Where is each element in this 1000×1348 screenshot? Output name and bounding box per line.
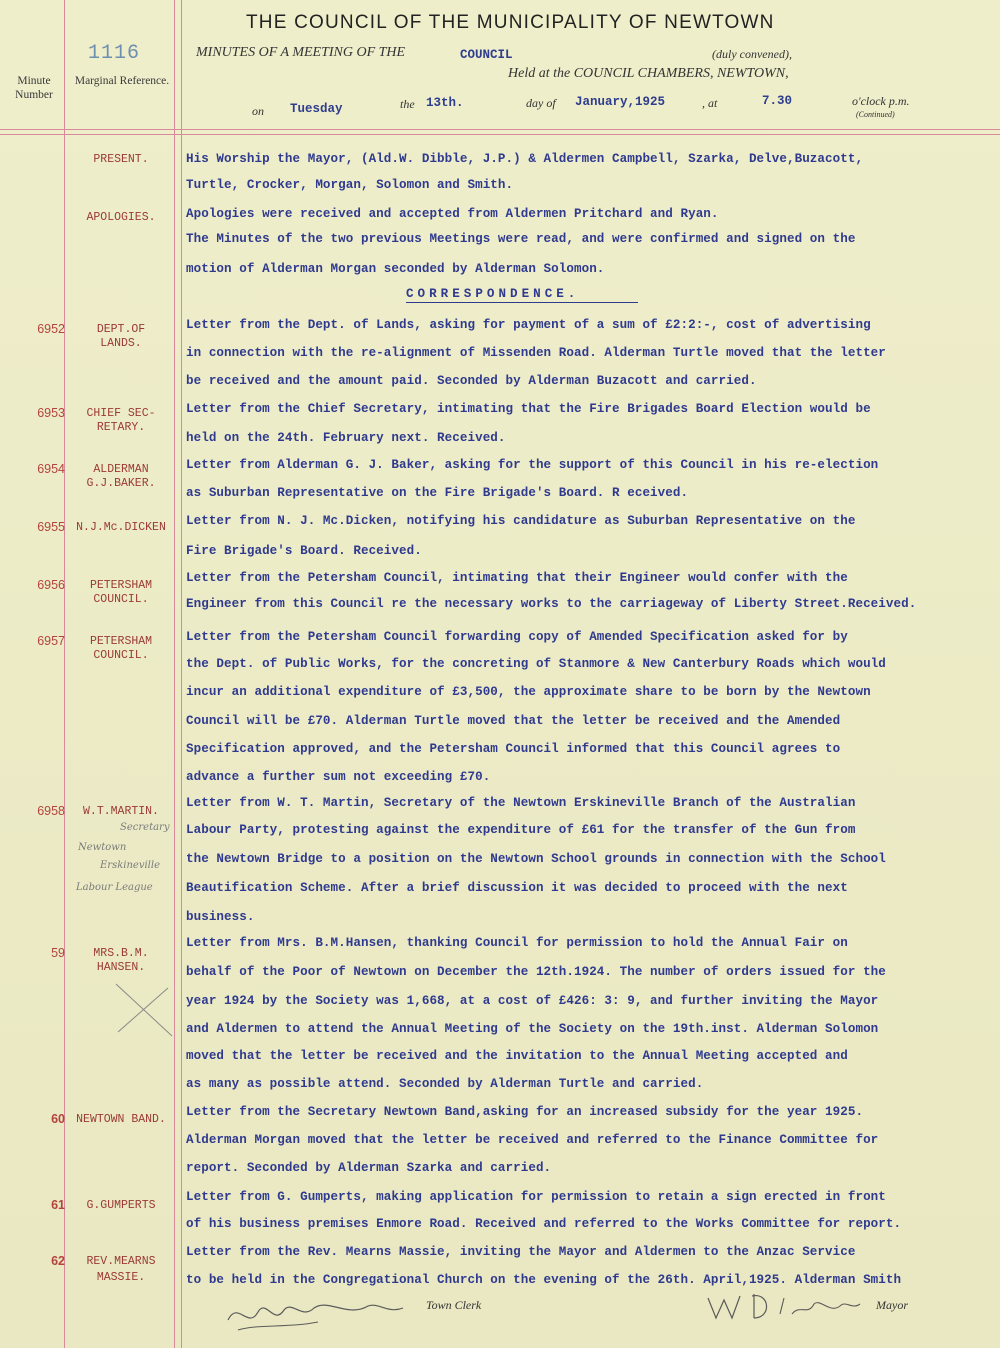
minutes-line: The Minutes of the two previous Meetings were read, and were confirmed and signed on the [186, 232, 856, 246]
entry-line: Engineer from this Council re the necessary works to the carriageway of Liberty Street.Received. [186, 597, 917, 611]
body-name: COUNCIL [460, 48, 513, 62]
minute-number: 62 [51, 1254, 65, 1268]
mayor-signature [700, 1284, 870, 1330]
entry-line: held on the 24th. February next. Received. [186, 431, 506, 445]
entry-line: Beautification Scheme. After a brief discussion it was decided to proceed with the next [186, 881, 848, 895]
marginal-reference: REV.MEARNS [86, 1255, 156, 1268]
meeting-time: 7.30 [762, 94, 793, 108]
marginal-reference: N.J.Mc.DICKEN [76, 521, 166, 534]
margin-rule [181, 0, 182, 1348]
marginal-reference: COUNCIL. [93, 593, 149, 606]
minute-number: 6953 [37, 406, 65, 420]
entry-line: to be held in the Congregational Church on the evening of the 26th. April,1925. Alderman Smith [186, 1273, 902, 1287]
entry-line: Council will be £70. Alderman Turtle moved that the letter be received and the Amended [186, 714, 841, 728]
entry-line: Letter from Mrs. B.M.Hansen, thanking Council for permission to hold the Annual Fair on [186, 936, 848, 950]
entry-line: the Newtown Bridge to a position on the Newtown School grounds in connection with the School [186, 852, 886, 866]
entry-line: year 1924 by the Society was 1,668, at a cost of £426: 3: 9, and further inviting the Mayor [186, 994, 879, 1008]
present-label: PRESENT. [93, 153, 149, 166]
town-clerk-label: Town Clerk [426, 1298, 482, 1312]
entry-line: Letter from the Chief Secretary, intimating that the Fire Brigades Board Election would be [186, 402, 871, 416]
margin-rule [64, 0, 65, 1348]
entry-line: Letter from N. J. Mc.Dicken, notifying his candidature as Suburban Representative on the [186, 514, 856, 528]
entry-line: as many as possible attend. Seconded by Alderman Turtle and carried. [186, 1077, 704, 1091]
minute-number: 61 [51, 1198, 65, 1212]
marginal-reference: PETERSHAM [89, 635, 153, 648]
minutes-line: motion of Alderman Morgan seconded by Alderman Solomon. [186, 262, 605, 276]
minute-number: 6954 [37, 462, 65, 476]
pencil-annotation: Secretary [120, 822, 170, 833]
entry-line: incur an additional expenditure of £3,500, the approximate share to be born by the Newtown [186, 685, 871, 699]
entry-line: be received and the amount paid. Seconded by Alderman Buzacott and carried. [186, 374, 757, 388]
marginal-reference: RETARY. [96, 421, 146, 434]
entry-line: Alderman Morgan moved that the letter be received and referred to the Finance Committee for [186, 1133, 879, 1147]
entry-line: Fire Brigade's Board. Received. [186, 544, 422, 558]
minute-number-column-label: Minute Number [15, 75, 53, 101]
entry-line: Specification approved, and the Petersham Council informed that this Council agrees to [186, 742, 841, 756]
meeting-label: MINUTES OF A MEETING OF THE [196, 45, 406, 60]
day-of-label: day of [526, 96, 556, 110]
marginal-reference: HANSEN. [96, 961, 146, 974]
duly-convened-label: (duly convened), [712, 47, 792, 61]
page-number-stamp: 1116 [88, 42, 141, 65]
apologies-label: APOLOGIES. [86, 211, 156, 224]
entry-line: the Dept. of Public Works, for the concreting of Stanmore & New Canterbury Roads which would [186, 657, 886, 671]
minute-number: 60 [51, 1112, 65, 1126]
apologies-line: Apologies were received and accepted from Aldermen Pritchard and Ryan. [186, 207, 719, 221]
minute-number: 6956 [37, 578, 65, 592]
minute-number: 59 [51, 946, 65, 960]
marginal-reference: DEPT.OF [96, 323, 146, 336]
pencil-annotation: Labour League [76, 882, 153, 893]
oclock-label: o'clock p.m. [852, 94, 910, 108]
marginal-reference: NEWTOWN BAND. [76, 1113, 166, 1126]
marginal-reference: LANDS. [100, 337, 142, 350]
marginal-reference: MASSIE. [96, 1271, 146, 1284]
marginal-reference: ALDERMAN [93, 463, 149, 476]
minute-number: 6952 [37, 322, 65, 336]
entry-line: Letter from W. T. Martin, Secretary of the Newtown Erskineville Branch of the Australian [186, 796, 856, 810]
present-line: His Worship the Mayor, (Ald.W. Dibble, J.P.) & Aldermen Campbell, Szarka, Delve,Buzacott, [186, 152, 864, 166]
entry-line: Letter from the Rev. Mearns Massie, inviting the Mayor and Aldermen to the Anzac Service [186, 1245, 856, 1259]
meeting-month-year: January,1925 [575, 95, 666, 109]
marginal-reference: PETERSHAM [89, 579, 153, 592]
minute-number: 6955 [37, 520, 65, 534]
on-label: on [252, 104, 264, 118]
entry-line: report. Seconded by Alderman Szarka and carried. [186, 1161, 552, 1175]
the-label: the [400, 97, 415, 111]
present-line: Turtle, Crocker, Morgan, Solomon and Smith. [186, 178, 514, 192]
entry-line: behalf of the Poor of Newtown on December the 12th.1924. The number of orders issued for the [186, 965, 886, 979]
entry-line: Letter from Alderman G. J. Baker, asking for the support of this Council in his re-election [186, 458, 879, 472]
pencil-annotation: Erskineville [100, 860, 160, 871]
pencil-annotation: Newtown [78, 842, 127, 853]
header-rule [0, 134, 1000, 135]
header-rule [0, 129, 1000, 130]
page-title: THE COUNCIL OF THE MUNICIPALITY OF NEWTOWN [246, 12, 775, 33]
entry-line: business. [186, 910, 255, 924]
entry-line: as Suburban Representative on the Fire Brigade's Board. R eceived. [186, 486, 689, 500]
marginal-reference: W.T.MARTIN. [83, 805, 159, 818]
entry-line: Letter from the Dept. of Lands, asking for payment of a sum of £2:2:-, cost of advertising [186, 318, 871, 332]
marginal-reference: CHIEF SEC- [86, 407, 156, 420]
minute-number: 6957 [37, 634, 65, 648]
entry-line: Labour Party, protesting against the expenditure of £61 for the transfer of the Gun from [186, 823, 856, 837]
entry-line: and Aldermen to attend the Annual Meeting of the Society on the 19th.inst. Alderman Solomon [186, 1022, 879, 1036]
meeting-weekday: Tuesday [290, 102, 343, 116]
marginal-reference-column-label: Marginal Reference. [74, 75, 170, 87]
mayor-label: Mayor [876, 1298, 908, 1312]
continued-label: (Continued) [856, 110, 895, 119]
marginal-reference: G.J.BAKER. [86, 477, 156, 490]
entry-line: Letter from the Petersham Council forwarding copy of Amended Specification asked for by [186, 630, 848, 644]
marginal-reference: MRS.B.M. [93, 947, 149, 960]
minute-number: 6958 [37, 804, 65, 818]
at-label: , at [702, 96, 718, 110]
heading-underline [406, 302, 638, 303]
entry-line: advance a further sum not exceeding £70. [186, 770, 491, 784]
entry-line: of his business premises Enmore Road. Received and referred to the Works Committee for report. [186, 1217, 902, 1231]
pencil-cross-mark [108, 980, 178, 1040]
marginal-reference: G.GUMPERTS [86, 1199, 156, 1212]
margin-rule [174, 0, 175, 1348]
marginal-reference: COUNCIL. [93, 649, 149, 662]
town-clerk-signature [218, 1290, 418, 1340]
entry-line: moved that the letter be received and the invitation to the Annual Meeting accepted and [186, 1049, 848, 1063]
entry-line: Letter from the Petersham Council, intimating that their Engineer would confer with the [186, 571, 848, 585]
entry-line: Letter from the Secretary Newtown Band,asking for an increased subsidy for the year 1925. [186, 1105, 864, 1119]
entry-line: Letter from G. Gumperts, making application for permission to retain a sign erected in front [186, 1190, 886, 1204]
meeting-day: 13th. [426, 96, 464, 110]
entry-line: in connection with the re-alignment of Missenden Road. Alderman Turtle moved that the letter [186, 346, 886, 360]
held-at-label: Held at the COUNCIL CHAMBERS, NEWTOWN, [508, 66, 789, 81]
correspondence-heading: CORRESPONDENCE. [406, 287, 580, 301]
